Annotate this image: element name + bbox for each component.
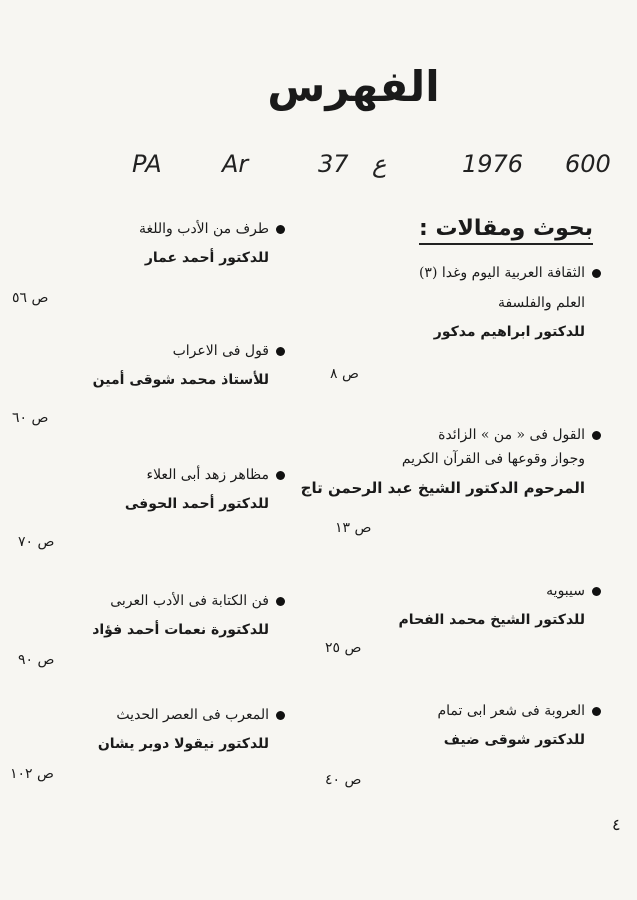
entry-title-line: وجواز وقوعها فى القرآن الكريم (401, 451, 585, 467)
entry-title-line: طرف من الأدب واللغة (139, 221, 269, 237)
bullet-icon (276, 597, 285, 606)
toc-entry (419, 262, 585, 344)
toc-entry (125, 464, 269, 516)
page-title: الفهرس (267, 62, 440, 111)
bullet-icon (276, 225, 285, 234)
entry-page: ص ١٣ (335, 520, 372, 536)
handwritten-mark: Ar (222, 150, 249, 178)
entry-author: للدكتور أحمد الحوفى (124, 496, 269, 512)
entry-title-line: القول فى « من » الزائدة (438, 427, 585, 443)
entry-title-line: فن الكتابة فى الأدب العربى (110, 593, 269, 609)
entry-title-line: العروبة فى شعر ابى تمام (437, 703, 585, 719)
bullet-icon (592, 587, 601, 596)
entry-page: ص ٩٠ (18, 652, 55, 668)
toc-entry (139, 218, 269, 270)
entry-page: ص ٨ (330, 366, 359, 382)
handwritten-mark: ع (372, 150, 387, 178)
entry-page: ص ١٠٢ (10, 766, 54, 782)
handwritten-mark: 600 (565, 150, 611, 178)
toc-entry (93, 340, 269, 392)
handwritten-mark: PA (132, 150, 162, 178)
entry-author: للدكتور ابراهيم مدكور (433, 324, 585, 340)
bullet-icon (276, 711, 285, 720)
entry-author: للدكتور شوقى ضيف (443, 732, 585, 748)
entry-title-line: سيبويه (546, 583, 585, 599)
toc-entry (437, 700, 585, 752)
bullet-icon (592, 707, 601, 716)
handwritten-mark: 37 (318, 150, 349, 178)
entry-author: للدكتور نيقولا دوبر يشان (97, 736, 269, 752)
page-number: ٤ (612, 815, 621, 834)
toc-entry (301, 424, 585, 500)
toc-entry (92, 590, 269, 642)
entry-title-line: الثقافة العربية اليوم وغدا (٣) (418, 265, 585, 281)
bullet-icon (276, 347, 285, 356)
entry-author: للأستاذ محمد شوقى أمين (92, 372, 269, 388)
entry-page: ص ٧٠ (18, 534, 55, 550)
entry-title-line: مظاهر زهد أبى العلاء (146, 467, 269, 483)
handwritten-mark: 1976 (462, 150, 524, 178)
toc-entry (399, 580, 585, 632)
toc-entry (98, 704, 269, 756)
entry-author: للدكتورة نعمات أحمد فؤاد (92, 622, 269, 638)
bullet-icon (276, 471, 285, 480)
bullet-icon (592, 269, 601, 278)
entry-author: للدكتور الشيخ محمد الفحام (398, 612, 585, 628)
entry-title-line: المعرب فى العصر الحديث (116, 707, 269, 723)
entry-title-line: العلم والفلسفة (497, 295, 585, 311)
entry-author: للدكتور أحمد عمار (144, 250, 269, 266)
entry-page: ص ٢٥ (325, 640, 362, 656)
section-heading: بحوث ومقالات : (419, 216, 593, 245)
bullet-icon (592, 431, 601, 440)
entry-author: المرحوم الدكتور الشيخ عبد الرحمن تاج (300, 479, 585, 497)
entry-page: ص ٥٦ (12, 290, 49, 306)
entry-title-line: قول فى الاعراب (172, 343, 269, 359)
entry-page: ص ٤٠ (325, 772, 362, 788)
entry-page: ص ٦٠ (12, 410, 49, 426)
